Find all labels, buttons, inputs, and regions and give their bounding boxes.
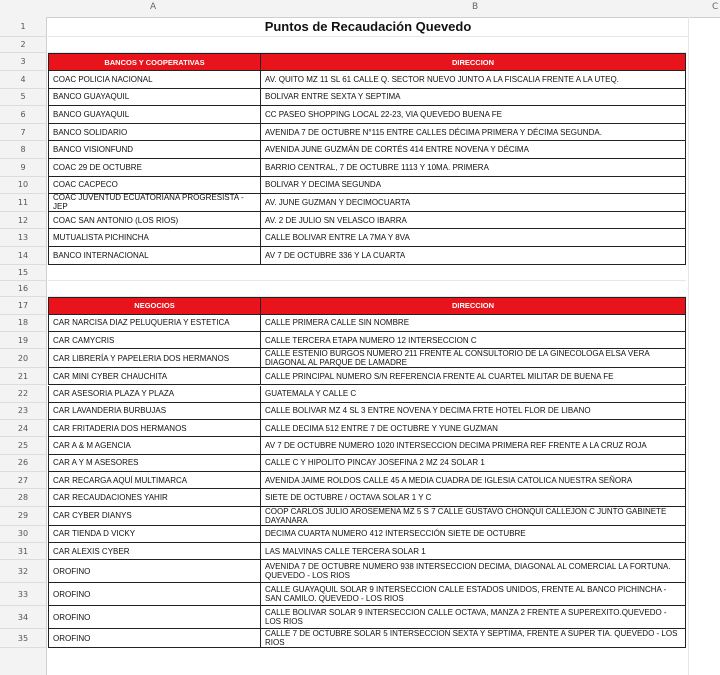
- address-cell[interactable]: CC PASEO SHOPPING LOCAL 22-23, VIA QUEVEDO BUENA FE: [260, 106, 686, 124]
- table-row: [0, 560, 720, 583]
- row-number[interactable]: 35: [0, 629, 46, 648]
- address-cell[interactable]: CALLE ESTENIO BURGOS NUMERO 211 FRENTE AL CONSULTORIO DE LA GINECOLOGA ELSA VERA DIAGONAL AL PARQUE DE LAMADRE: [260, 349, 686, 368]
- row-number[interactable]: 28: [0, 489, 46, 506]
- row-number[interactable]: 18: [0, 315, 46, 332]
- name-cell[interactable]: CAR NARCISA DIAZ PELUQUERIA Y ESTETICA: [48, 315, 260, 332]
- table-row: [0, 229, 720, 247]
- name-cell[interactable]: CAR RECARGA AQUÍ MULTIMARCA: [48, 472, 260, 489]
- name-cell[interactable]: MUTUALISTA PICHINCHA: [48, 229, 260, 247]
- address-cell[interactable]: CALLE BOLIVAR ENTRE LA 7MA Y 8VA: [260, 229, 686, 247]
- address-cell[interactable]: AVENIDA JAIME ROLDOS CALLE 45 A MEDIA CUADRA DE IGLESIA CATOLICA NUESTRA SEÑORA: [260, 472, 686, 489]
- row-number[interactable]: 12: [0, 212, 46, 230]
- address-cell[interactable]: GUATEMALA Y CALLE C: [260, 386, 686, 403]
- empty-cell[interactable]: [260, 37, 686, 53]
- address-cell[interactable]: AVENIDA 7 DE OCTUBRE N°115 ENTRE CALLES DÉCIMA PRIMERA Y DÉCIMA SEGUNDA.: [260, 124, 686, 142]
- row-number[interactable]: 23: [0, 403, 46, 420]
- row-number[interactable]: 13: [0, 229, 46, 247]
- column-header-b[interactable]: B: [472, 2, 479, 12]
- name-cell[interactable]: CAR A Y M ASESORES: [48, 455, 260, 472]
- table-row: [0, 124, 720, 142]
- table-row: [0, 629, 720, 648]
- table-row: [0, 194, 720, 212]
- address-cell[interactable]: LAS MALVINAS CALLE TERCERA SOLAR 1: [260, 543, 686, 560]
- address-cell[interactable]: CALLE DECIMA 512 ENTRE 7 DE OCTUBRE Y YUNE GUZMAN: [260, 420, 686, 437]
- table-row: [0, 212, 720, 230]
- row-number[interactable]: 10: [0, 177, 46, 195]
- table-row: [0, 543, 720, 560]
- table-row: [0, 437, 720, 454]
- table-row: [0, 489, 720, 506]
- table-row: [0, 507, 720, 526]
- column-title-address[interactable]: DIRECCION: [260, 53, 686, 71]
- column-header-a[interactable]: A: [150, 2, 157, 12]
- row-number[interactable]: 20: [0, 349, 46, 368]
- name-cell[interactable]: BANCO SOLIDARIO: [48, 124, 260, 142]
- table-row: [0, 386, 720, 403]
- row-number[interactable]: 4: [0, 71, 46, 89]
- address-cell[interactable]: CALLE BOLIVAR SOLAR 9 INTERSECCION CALLE OCTAVA, MANZA 2 FRENTE A SUPEREXITO.QUEVEDO - LOS RIOS: [260, 606, 686, 629]
- row-number[interactable]: 14: [0, 247, 46, 265]
- table-row: [0, 403, 720, 420]
- row-number[interactable]: 22: [0, 386, 46, 403]
- address-cell[interactable]: DECIMA CUARTA NUMERO 412 INTERSECCIÓN SIETE DE OCTUBRE: [260, 526, 686, 543]
- name-cell[interactable]: BANCO VISIONFUND: [48, 141, 260, 159]
- name-cell[interactable]: CAR RECAUDACIONES YAHIR: [48, 489, 260, 506]
- name-cell[interactable]: CAR CAMYCRIS: [48, 332, 260, 349]
- address-cell[interactable]: AV. QUITO MZ 11 SL 61 CALLE Q. SECTOR NUEVO JUNTO A LA FISCALIA FRENTE A LA UTEQ.: [260, 71, 686, 89]
- page-title[interactable]: Puntos de Recaudación Quevedo: [48, 17, 688, 37]
- row-number[interactable]: 6: [0, 106, 46, 124]
- table-row: [0, 159, 720, 177]
- name-cell[interactable]: CAR A & M AGENCIA: [48, 437, 260, 454]
- address-cell[interactable]: AV 7 DE OCTUBRE 336 Y LA CUARTA: [260, 247, 686, 265]
- name-cell[interactable]: OROFINO: [48, 606, 260, 629]
- address-cell[interactable]: CALLE GUAYAQUIL SOLAR 9 INTERSECCION CALLE ESTADOS UNIDOS, FRENTE AL BANCO PICHINCHA - SAN CAMILO. QUEVEDO - LOS RIOS: [260, 583, 686, 606]
- address-cell[interactable]: CALLE PRINCIPAL NUMERO S/N REFERENCIA FRENTE AL CUARTEL MILITAR DE BUENA FE: [260, 368, 686, 385]
- table-row: [0, 37, 720, 53]
- name-cell[interactable]: CAR FRITADERIA DOS HERMANOS: [48, 420, 260, 437]
- address-cell[interactable]: SIETE DE OCTUBRE / OCTAVA SOLAR 1 Y C: [260, 489, 686, 506]
- header-row: [0, 297, 720, 315]
- table-row: [0, 315, 720, 332]
- address-cell[interactable]: CALLE PRIMERA CALLE SIN NOMBRE: [260, 315, 686, 332]
- address-cell[interactable]: CALLE C Y HIPOLITO PINCAY JOSEFINA 2 MZ 24 SOLAR 1: [260, 455, 686, 472]
- address-cell[interactable]: BOLIVAR ENTRE SEXTA Y SEPTIMA: [260, 89, 686, 107]
- row-number[interactable]: 15: [0, 265, 46, 281]
- table-row: [0, 606, 720, 629]
- name-cell[interactable]: COAC 29 DE OCTUBRE: [48, 159, 260, 177]
- column-title-name[interactable]: BANCOS Y COOPERATIVAS: [48, 53, 260, 71]
- table-row: [0, 332, 720, 349]
- address-cell[interactable]: CALLE TERCERA ETAPA NUMERO 12 INTERSECCION C: [260, 332, 686, 349]
- row-number[interactable]: 31: [0, 543, 46, 560]
- table-row: [0, 472, 720, 489]
- header-row: [0, 53, 720, 71]
- address-cell[interactable]: AVENIDA JUNE GUZMÁN DE CORTÉS 414 ENTRE NOVENA Y DÉCIMA: [260, 141, 686, 159]
- row-number[interactable]: 3: [0, 53, 46, 71]
- row-number[interactable]: 33: [0, 583, 46, 606]
- table-row: [0, 583, 720, 606]
- name-cell[interactable]: CAR MINI CYBER CHAUCHITA: [48, 368, 260, 385]
- address-cell[interactable]: CALLE BOLIVAR MZ 4 SL 3 ENTRE NOVENA Y DECIMA FRTE HOTEL FLOR DE LIBANO: [260, 403, 686, 420]
- address-cell[interactable]: BOLIVAR Y DECIMA SEGUNDA: [260, 177, 686, 195]
- name-cell[interactable]: CAR TIENDA D VICKY: [48, 526, 260, 543]
- row-number[interactable]: 19: [0, 332, 46, 349]
- row-number[interactable]: 29: [0, 507, 46, 526]
- row-number[interactable]: 30: [0, 526, 46, 543]
- table-row: [0, 177, 720, 195]
- row-number[interactable]: 32: [0, 560, 46, 583]
- row-number[interactable]: 16: [0, 281, 46, 297]
- row-number[interactable]: 5: [0, 89, 46, 107]
- column-title-name[interactable]: NEGOCIOS: [48, 297, 260, 315]
- name-cell[interactable]: COAC SAN ANTONIO (LOS RIOS): [48, 212, 260, 230]
- address-cell[interactable]: AV. 2 DE JULIO SN VELASCO IBARRA: [260, 212, 686, 230]
- address-cell[interactable]: AV. JUNE GUZMAN Y DECIMOCUARTA: [260, 194, 686, 212]
- row-number[interactable]: 24: [0, 420, 46, 437]
- table-row: [0, 247, 720, 265]
- name-cell[interactable]: COAC JUVENTUD ECUATORIANA PROGRESISTA - JEP: [48, 194, 260, 212]
- table-row: [0, 368, 720, 385]
- address-cell[interactable]: BARRIO CENTRAL, 7 DE OCTUBRE 1113 Y 10MA. PRIMERA: [260, 159, 686, 177]
- row-number[interactable]: 11: [0, 194, 46, 212]
- address-cell[interactable]: CALLE 7 DE OCTUBRE SOLAR 5 INTERSECCION SEXTA Y SEPTIMA, FRENTE A SUPER TIA. QUEVEDO - LOS RIOS: [260, 629, 686, 648]
- row-number[interactable]: 2: [0, 37, 46, 53]
- name-cell[interactable]: CAR ASESORIA PLAZA Y PLAZA: [48, 386, 260, 403]
- address-cell[interactable]: COOP CARLOS JULIO AROSEMENA MZ 5 S 7 CALLE GUSTAVO CHONQUI CALLEJON C JUNTO GABINETE DAYANARA: [260, 507, 686, 526]
- name-cell[interactable]: OROFINO: [48, 583, 260, 606]
- name-cell[interactable]: CAR CYBER DIANYS: [48, 507, 260, 526]
- name-cell[interactable]: CAR LAVANDERIA BURBUJAS: [48, 403, 260, 420]
- row-number[interactable]: 26: [0, 455, 46, 472]
- name-cell[interactable]: OROFINO: [48, 629, 260, 648]
- table-row: [0, 71, 720, 89]
- address-cell[interactable]: AV 7 DE OCTUBRE NUMERO 1020 INTERSECCION DECIMA PRIMERA REF FRENTE A LA CRUZ ROJA: [260, 437, 686, 454]
- row-number[interactable]: 17: [0, 297, 46, 315]
- empty-cell[interactable]: [48, 37, 260, 53]
- table-row: [0, 455, 720, 472]
- table-row: [0, 349, 720, 368]
- row-number[interactable]: 1: [0, 17, 46, 37]
- name-cell[interactable]: CAR LIBRERÍA Y PAPELERIA DOS HERMANOS: [48, 349, 260, 368]
- empty-cell[interactable]: [260, 265, 686, 281]
- table-row: [0, 141, 720, 159]
- empty-cell[interactable]: [48, 281, 260, 297]
- name-cell[interactable]: COAC CACPECO: [48, 177, 260, 195]
- table-row: [0, 17, 720, 37]
- table-row: [0, 281, 720, 297]
- row-number[interactable]: 9: [0, 159, 46, 177]
- row-number[interactable]: 7: [0, 124, 46, 142]
- table-row: [0, 89, 720, 107]
- row-number[interactable]: 8: [0, 141, 46, 159]
- row-number[interactable]: 25: [0, 437, 46, 454]
- empty-cell[interactable]: [260, 281, 686, 297]
- empty-cell[interactable]: [48, 265, 260, 281]
- row-number[interactable]: 27: [0, 472, 46, 489]
- name-cell[interactable]: BANCO GUAYAQUIL: [48, 89, 260, 107]
- column-title-address[interactable]: DIRECCION: [260, 297, 686, 315]
- row-number[interactable]: 21: [0, 368, 46, 385]
- name-cell[interactable]: BANCO INTERNACIONAL: [48, 247, 260, 265]
- name-cell[interactable]: CAR ALEXIS CYBER: [48, 543, 260, 560]
- address-cell[interactable]: AVENIDA 7 DE OCTUBRE NUMERO 938 INTERSECCION DECIMA, DIAGONAL AL COMERCIAL LA FORTUNA. QUEVEDO - LOS RIOS: [260, 560, 686, 583]
- column-header-bar: [0, 0, 720, 18]
- table-row: [0, 265, 720, 281]
- name-cell[interactable]: OROFINO: [48, 560, 260, 583]
- row-number[interactable]: 34: [0, 606, 46, 629]
- name-cell[interactable]: COAC POLICIA NACIONAL: [48, 71, 260, 89]
- table-row: [0, 420, 720, 437]
- table-row: [0, 526, 720, 543]
- column-header-c[interactable]: C: [712, 2, 719, 12]
- name-cell[interactable]: BANCO GUAYAQUIL: [48, 106, 260, 124]
- table-row: [0, 106, 720, 124]
